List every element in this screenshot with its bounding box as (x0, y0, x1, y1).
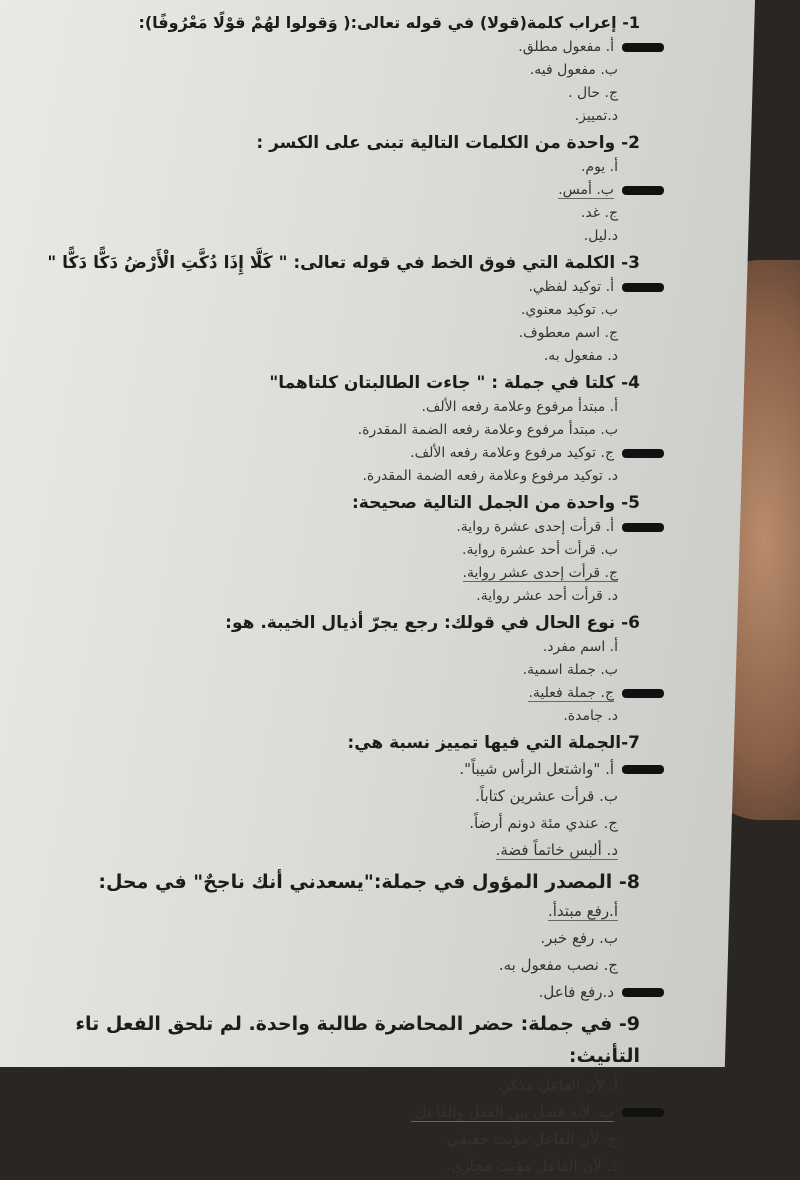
question-title: 7-الجملة التي فيها تمييز نسبة هي: (347, 733, 640, 753)
answer-option (40, 705, 640, 728)
answer-option-text: ج. حال . (568, 85, 618, 101)
answer-option (40, 783, 640, 810)
question-title: 9- في جملة: حضر المحاضرة طالبة واحدة. لم تلحق الفعل تاء التأنيث: (75, 1013, 640, 1067)
answer-option (40, 837, 640, 864)
answer-option (40, 322, 640, 345)
question-9 (40, 1008, 640, 1180)
answer-option-text: د.رفع فاعل. (538, 983, 614, 1001)
answer-option (40, 636, 640, 659)
answer-option (40, 225, 640, 248)
answer-option (40, 1126, 640, 1153)
answer-option-text: ب. جملة اسمية. (522, 662, 618, 678)
question-title: 6- نوع الحال في قولك: رجع يجرّ أذيال الخيبة. هو: (225, 613, 640, 633)
answer-option (40, 562, 640, 585)
answer-option (40, 925, 640, 952)
answer-option (40, 952, 640, 979)
answer-option (40, 276, 640, 299)
answer-marker (622, 43, 664, 52)
question-title: 1- إعراب كلمة(قولا) في قوله تعالى:( وَقولوا لهُمْ قوْلًا مَعْرُوفًا): (138, 13, 640, 32)
answer-option-text: ب. قرأت عشرين كتاباً. (475, 787, 618, 805)
answer-option-text: ج. اسم معطوف. (518, 325, 618, 341)
question-title: 2- واحدة من الكلمات التالية تبنى على الكسر : (256, 133, 640, 153)
answer-option (40, 59, 640, 82)
answer-option (40, 756, 640, 783)
answer-option (40, 1072, 640, 1099)
answer-option (40, 442, 640, 465)
answer-option (40, 419, 640, 442)
answer-option-text: ج. جملة فعلية. (528, 685, 614, 701)
answer-option (40, 810, 640, 837)
answer-marker (622, 283, 664, 292)
answer-option (40, 396, 640, 419)
answer-option-text: أ. مفعول مطلق. (518, 39, 614, 55)
answer-marker (622, 765, 664, 774)
answer-option (40, 179, 640, 202)
question-4 (40, 370, 640, 488)
answer-option-text: ج. قرأت إحدى عشر رواية. (462, 565, 618, 581)
answer-option (40, 202, 640, 225)
answer-option (40, 898, 640, 925)
answer-marker (622, 988, 664, 997)
answer-marker (622, 449, 664, 458)
answer-option-text: د. مفعول به. (543, 348, 618, 364)
answer-option-text: ج. توكيد مرفوع وعلامة رفعه الألف. (410, 445, 614, 461)
answer-option-text: أ. "واشتعل الرأس شيباً". (459, 760, 614, 778)
answer-option (40, 585, 640, 608)
answer-option-text: ج. لأن الفاعل مؤنث حقيقي. (442, 1130, 618, 1148)
answer-option-text: د. توكيد مرفوع وعلامة رفعه الضمة المقدرة. (362, 468, 618, 484)
answer-option-text: أ. مبتدأ مرفوع وعلامة رفعه الألف. (421, 399, 618, 415)
answer-option (40, 659, 640, 682)
answer-option (40, 105, 640, 128)
answer-option-text: أ. قرأت إحدى عشرة رواية. (456, 519, 614, 535)
answer-option (40, 539, 640, 562)
answer-option-text: ب. أمس. (558, 182, 614, 198)
answer-option-text: د. قرأت أحد عشر رواية. (476, 588, 618, 604)
answer-option (40, 682, 640, 705)
answer-option-text: أ. لأن الفاعل مذكر. (497, 1076, 618, 1094)
answer-option-text: ج. عندي مئة دونم أرضاً. (469, 814, 618, 832)
answer-marker (622, 1108, 664, 1117)
answer-option (40, 1153, 640, 1180)
answer-marker (622, 689, 664, 698)
answer-marker (622, 523, 664, 532)
question-title: 4- كلتا في جملة : " جاءت الطالبتان كلتاهما" (269, 373, 640, 393)
answer-option (40, 1099, 640, 1126)
answer-option-text: أ. اسم مفرد. (542, 639, 618, 655)
exam-sheet (40, 8, 640, 1180)
question-title: 3- الكلمة التي فوق الخط في قوله تعالى: " كَلَّا إِذَا دُكَّتِ الْأَرْضُ دَكًّا دَكًّا " (47, 253, 640, 273)
answer-option (40, 156, 640, 179)
answer-option (40, 345, 640, 368)
answer-option (40, 516, 640, 539)
answer-option-text: د.تمييز. (574, 108, 618, 124)
question-title: 8- المصدر المؤول في جملة:"يسعدني أنك ناجحٌ" في محل: (98, 871, 640, 893)
answer-option-text: ب. قرأت أحد عشرة رواية. (462, 542, 618, 558)
question-title: 5- واحدة من الجمل التالية صحيحة: (352, 493, 640, 513)
question-7 (40, 730, 640, 864)
question-1 (40, 10, 640, 128)
answer-option-text: ب. توكيد معنوي. (520, 302, 618, 318)
answer-option-text: ج. نصب مفعول به. (498, 956, 618, 974)
answer-option-text: د. ألبس خاتماً فضة. (495, 841, 618, 859)
answer-option-text: د. لأن الفاعل مؤنث مجازي. (445, 1157, 618, 1175)
answer-option (40, 299, 640, 322)
answer-option-text: ب. رفع خبر. (540, 929, 618, 947)
question-2 (40, 130, 640, 248)
question-8 (40, 866, 640, 1006)
answer-option-text: د.ليل. (583, 228, 618, 244)
answer-option-text: أ.رفع مبتدأ. (548, 902, 618, 920)
answer-option-text: أ. يوم. (580, 159, 618, 175)
answer-option-text: ب. مبتدأ مرفوع وعلامة رفعه الضمة المقدرة. (357, 422, 618, 438)
question-3 (40, 250, 640, 368)
answer-option-text: ب. لأنه فصل بين الفعل والفاعل. (410, 1103, 614, 1121)
answer-marker (622, 186, 664, 195)
answer-option (40, 36, 640, 59)
answer-option (40, 82, 640, 105)
answer-option (40, 979, 640, 1006)
question-5 (40, 490, 640, 608)
answer-option-text: أ. توكيد لفظي. (528, 279, 614, 295)
answer-option-text: د. جامدة. (563, 708, 618, 724)
question-6 (40, 610, 640, 728)
answer-option (40, 465, 640, 488)
answer-option-text: ج. غد. (580, 205, 618, 221)
answer-option-text: ب. مفعول فيه. (529, 62, 618, 78)
